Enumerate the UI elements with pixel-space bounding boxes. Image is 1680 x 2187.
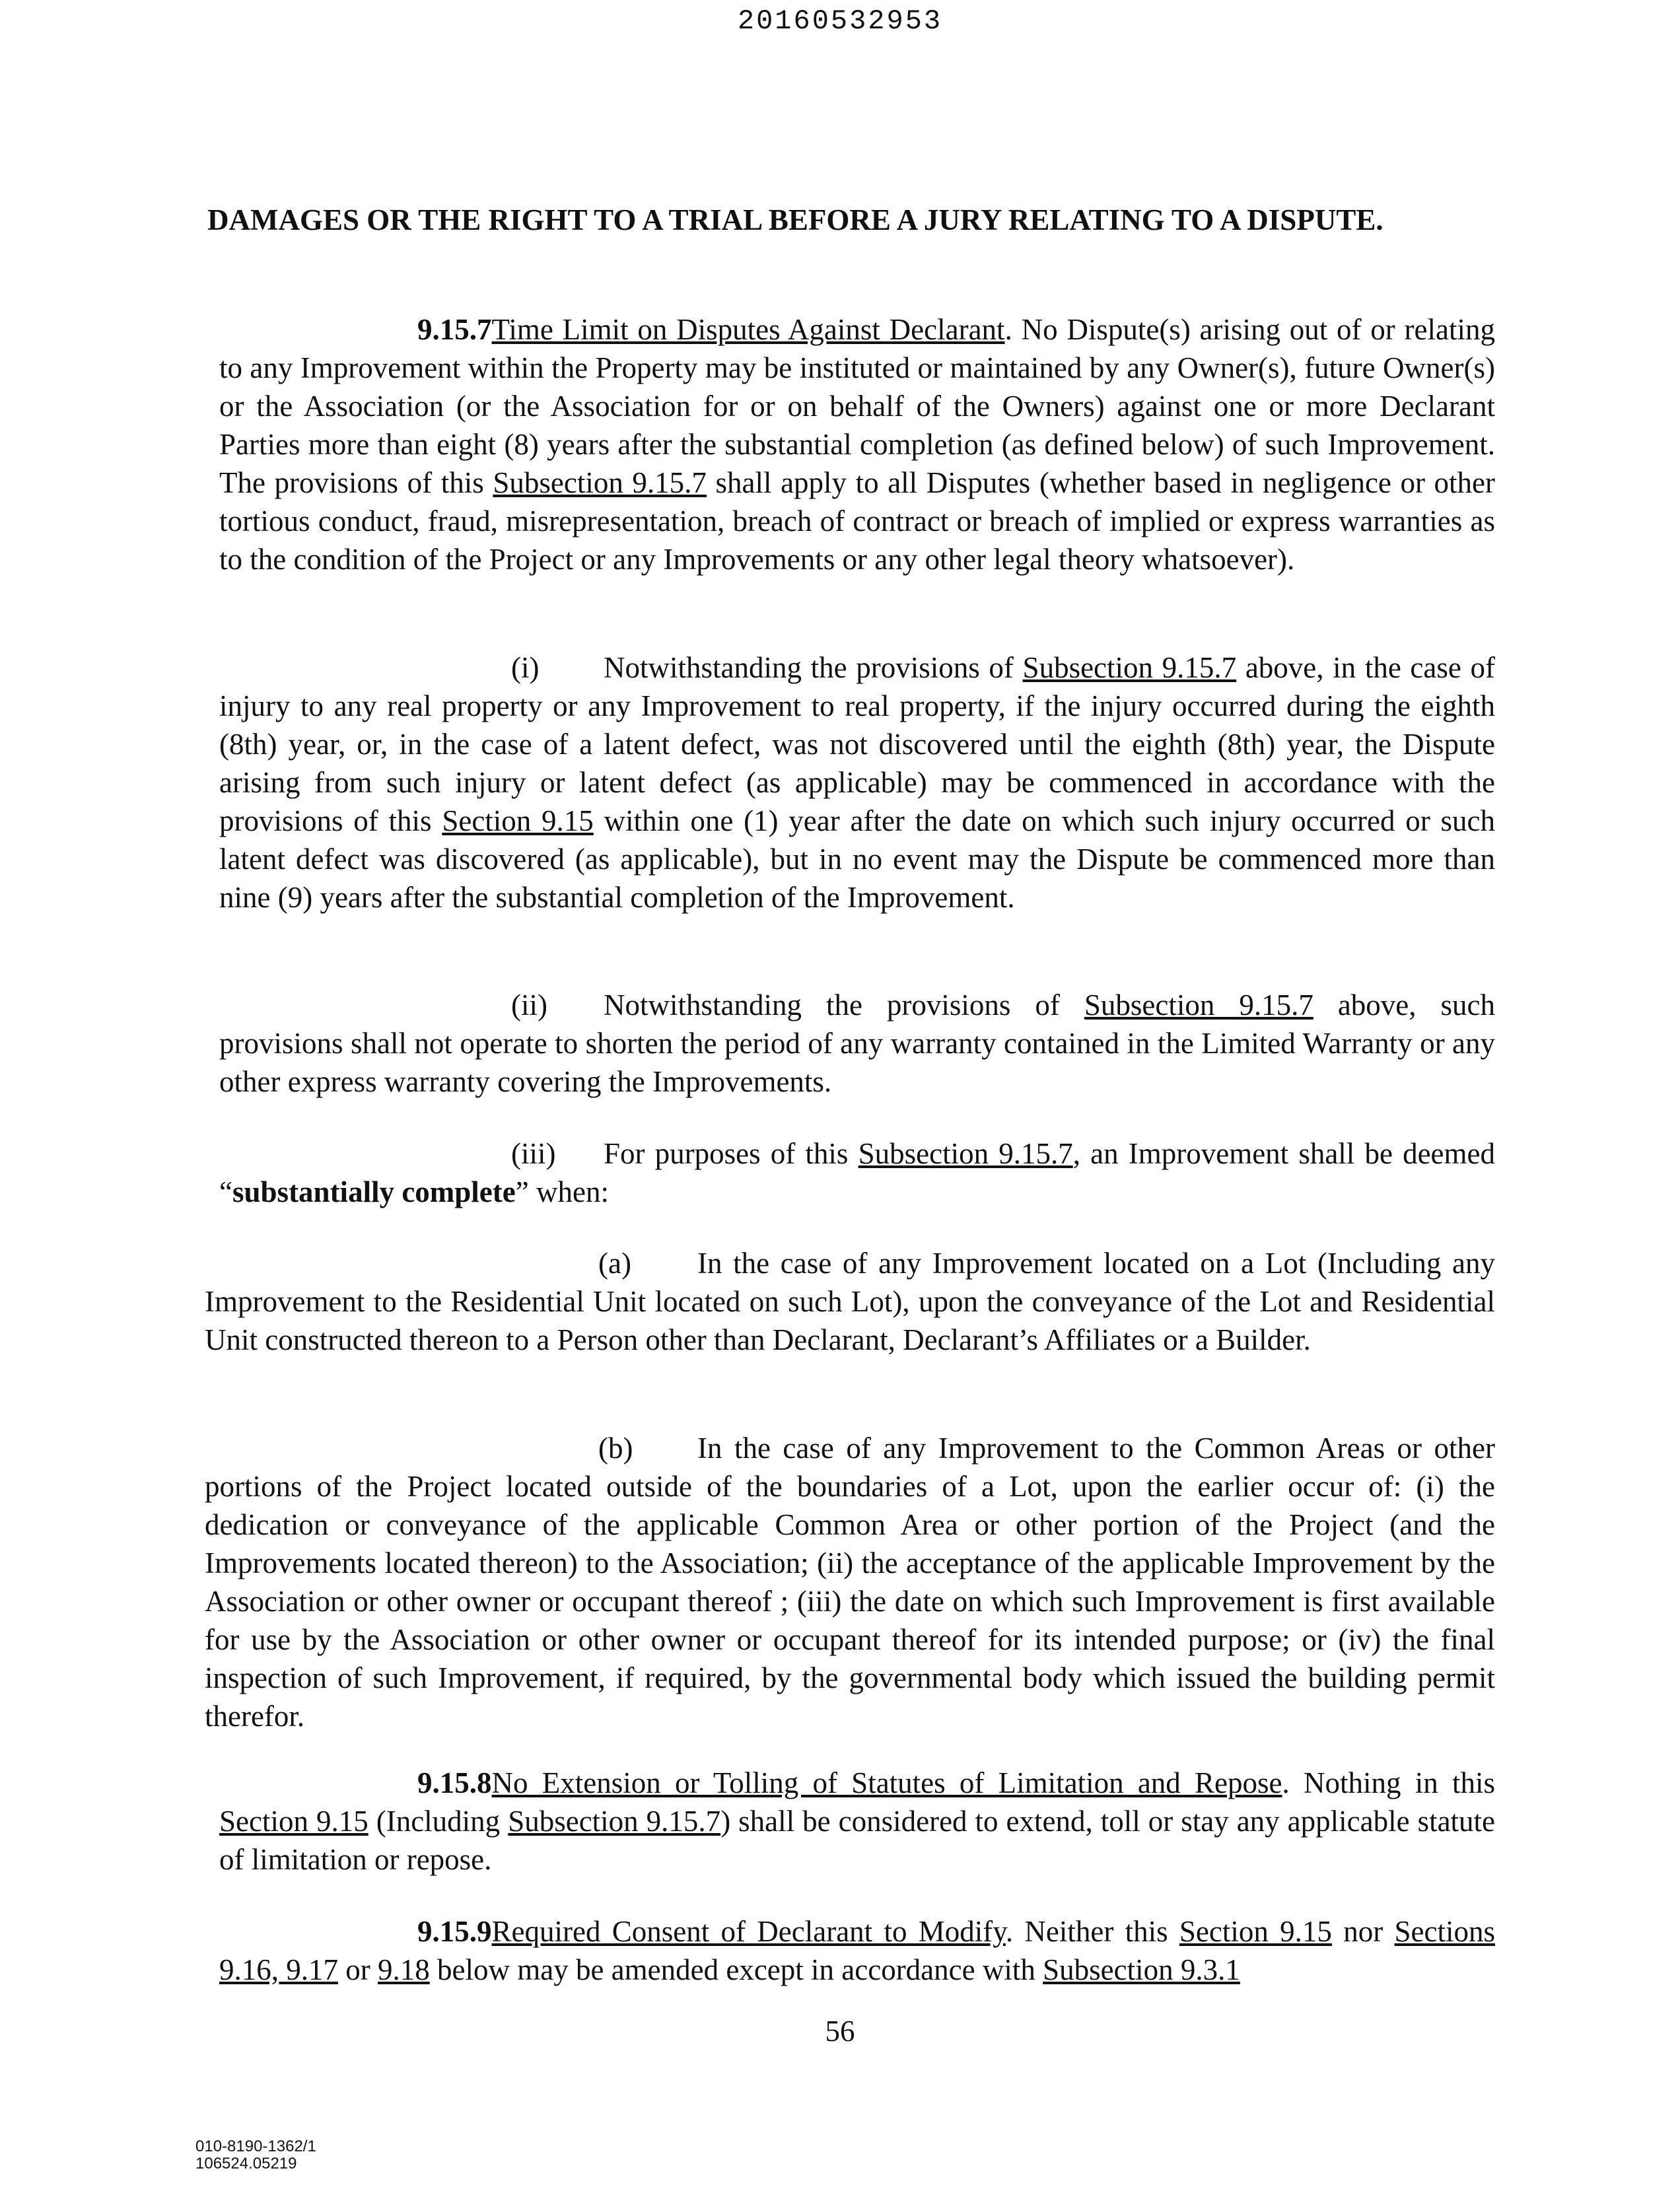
subsection-title: Time Limit on Disputes Against Declarant — [491, 313, 1005, 346]
footer-line-2: 106524.05219 — [195, 2155, 297, 2172]
item-label: (iii) — [511, 1137, 556, 1170]
item-label: (b) — [598, 1432, 633, 1465]
item-label: (a) — [598, 1247, 631, 1280]
subsection-title: Required Consent of Declarant to Modify — [491, 1915, 1006, 1948]
item-ii: (ii) Notwithstanding the provisions of Subsection 9.15.7 above, such provisions shall not operate to shorten the period of any warranty contained in the Limited Warranty or any other express warranty covering the Improvements. — [219, 986, 1495, 1101]
cross-reference: Section 9.15 — [219, 1805, 368, 1838]
item-a: (a) In the case of any Improvement located on a Lot (Including any Improvement to the Residential Unit located on such Lot), upon the conveyance of the Lot and Residential Unit constructed thereon to a Person other than Declarant, Declarant’s Affiliates or a Builder. — [205, 1244, 1495, 1359]
subsection-9-15-9: 9.15.9Required Consent of Declarant to Modify. Neither this Section 9.15 nor Sections 9.16, 9.17 or 9.18 below may be amended except in accordance with Subsection 9.3.1 — [219, 1915, 1495, 1986]
subsection-number: 9.15.9 — [417, 1915, 492, 1948]
subsection-9-15-7: 9.15.7Time Limit on Disputes Against Declarant. No Dispute(s) arising out of or relating to any Improvement within the Property may be instituted or maintained by any Owner(s), future Owner(s) or the Association (or the Association for or on behalf of the Owners) against one or more Declarant Parties more than eight (8) years after the substantial completion (as defined below) of such Improvement. The provisions of this Subsection 9.15.7 shall apply to all Disputes (whether based in negligence or other tortious conduct, fraud, misrepresentation, breach of contract or breach of implied or express warranties as to the condition of the Project or any Improvements or any other legal theory whatsoever). — [219, 313, 1495, 576]
document-number: 20160532953 — [737, 5, 943, 37]
item-iii: (iii) For purposes of this Subsection 9.15.7, an Improvement shall be deemed “substantially complete” when: — [219, 1134, 1495, 1211]
cross-reference: Section 9.15 — [1179, 1915, 1332, 1948]
page-number: 56 — [825, 2015, 855, 2048]
item-i: (i) Notwithstanding the provisions of Subsection 9.15.7 above, in the case of injury to any real property or any Improvement to real property, if the injury occurred during the eighth (8th) year, or, in the case of a latent defect, was not discovered until the eighth (8th) year, the Dispute arising from such injury or latent defect (as applicable) may be commenced in accordance with the provisions of this Section 9.15 within one (1) year after the date on which such injury occurred or such latent defect was discovered (as applicable), but in no event may the Dispute be commenced more than nine (9) years after the substantial completion of the Improvement. — [219, 648, 1495, 917]
cross-reference: Subsection 9.15.7 — [858, 1137, 1073, 1170]
subsection-number: 9.15.8 — [417, 1766, 492, 1799]
cross-reference: Subsection 9.15.7 — [493, 466, 707, 499]
item-label: (ii) — [511, 989, 547, 1022]
subsection-9-15-8: 9.15.8No Extension or Tolling of Statutes of Limitation and Repose. Nothing in this Section 9.15 (Including Subsection 9.15.7) shall be considered to extend, toll or stay any applicable statute of limitation or repose. — [219, 1766, 1496, 1876]
item-label: (i) — [511, 651, 540, 684]
cross-reference: Subsection 9.15.7 — [1084, 989, 1313, 1022]
subsection-title: No Extension or Tolling of Statutes of Limitation and Repose — [491, 1766, 1282, 1799]
item-b: (b) In the case of any Improvement to the Common Areas or other portions of the Project located outside of the boundaries of a Lot, upon the earlier occur of: (i) the dedication or conveyance of the applicable Common Area or other portion of the Project (and the Improvements located thereon) to the Association; (ii) the acceptance of the applicable Improvement by the Association or other owner or occupant thereof ; (iii) the date on which such Improvement is first available for use by the Association or other owner or occupant thereof for its intended purpose; or (iv) the final inspection of such Improvement, if required, by the governmental body which issued the building permit therefor. — [205, 1429, 1495, 1735]
defined-term: substantially complete — [232, 1175, 516, 1208]
cross-reference: Subsection 9.15.7 — [1022, 651, 1237, 684]
cross-reference: 9.18 — [378, 1953, 430, 1986]
subsection-number: 9.15.7 — [417, 313, 492, 346]
section-heading: DAMAGES OR THE RIGHT TO A TRIAL BEFORE A JURY RELATING TO A DISPUTE. — [207, 203, 1383, 236]
cross-reference: Sections 9.16, 9.17 — [219, 1915, 1495, 1986]
cross-reference: Subsection 9.3.1 — [1043, 1953, 1240, 1986]
footer-ids — [195, 2138, 316, 2172]
cross-reference: Subsection 9.15.7 — [508, 1805, 721, 1838]
cross-reference: Section 9.15 — [442, 804, 594, 837]
footer-line-1: 010-8190-1362/1 — [195, 2137, 316, 2155]
